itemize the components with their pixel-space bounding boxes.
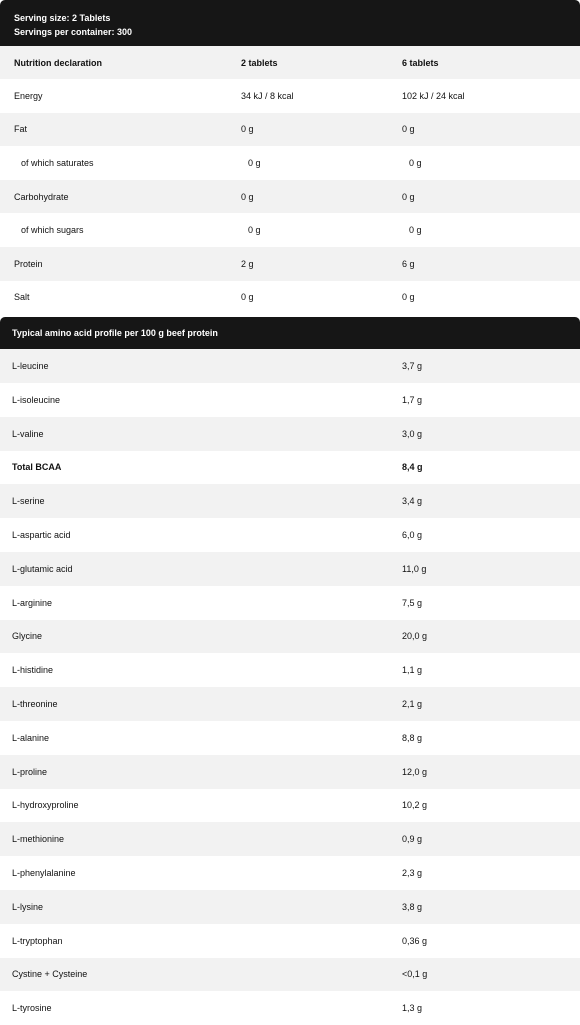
- table-row: [0, 113, 580, 147]
- table-row: [0, 620, 580, 654]
- amino-value: 11,0 g: [402, 563, 427, 574]
- table-row: [0, 890, 580, 924]
- amino-value: 3,7 g: [402, 361, 423, 372]
- amino-value: 2,3 g: [402, 868, 423, 878]
- table-row: [0, 687, 580, 721]
- table-row-total-bcaa: [0, 451, 580, 485]
- table-row: [0, 518, 580, 552]
- amino-profile-title: Typical amino acid profile per 100 g beef protein: [12, 328, 218, 339]
- nutrition-header-row: [0, 46, 580, 79]
- amino-name: L-leucine: [12, 361, 49, 372]
- nutrient-value-2: 0 g: [248, 157, 261, 168]
- amino-name: L-tryptophan: [12, 935, 63, 946]
- amino-value: 7,5 g: [402, 597, 423, 608]
- amino-value: 10,2 g: [402, 800, 428, 811]
- amino-name: Glycine: [12, 631, 43, 642]
- table-row: [0, 958, 580, 992]
- header-2-tablets: 2 tablets: [241, 57, 278, 68]
- nutrient-name: Salt: [14, 292, 30, 303]
- header-6-tablets: 6 tablets: [402, 57, 439, 68]
- nutrient-value-2: 0 g: [241, 124, 254, 135]
- amino-value: 0,9 g: [402, 834, 423, 845]
- nutrition-table: [0, 46, 580, 314]
- servings-per-container: Servings per container: 300: [14, 27, 133, 37]
- amino-profile-header: [0, 317, 580, 349]
- nutrient-value-2: 0 g: [241, 191, 254, 202]
- amino-value: 1,7 g: [402, 394, 423, 405]
- table-row: [0, 721, 580, 755]
- nutrient-value-2: 2 g: [241, 258, 254, 269]
- amino-name: L-valine: [12, 428, 44, 439]
- table-row: [0, 247, 580, 281]
- table-row: [0, 349, 580, 383]
- table-row: [0, 789, 580, 823]
- nutrient-name: Energy: [14, 90, 43, 101]
- amino-name: L-alanine: [12, 732, 50, 743]
- nutrient-value-6: 6 g: [402, 258, 415, 269]
- amino-name: L-isoleucine: [12, 394, 61, 405]
- nutrient-value-6: 0 g: [402, 124, 415, 135]
- serving-header: [0, 0, 580, 46]
- amino-name: Total BCAA: [12, 462, 62, 473]
- table-row: [0, 484, 580, 518]
- amino-value: 3,0 g: [402, 428, 423, 439]
- amino-value: 1,1 g: [402, 665, 423, 676]
- amino-value: <0,1 g: [402, 969, 428, 980]
- amino-name: L-tyrosine: [12, 1003, 52, 1014]
- amino-name: L-histidine: [12, 665, 54, 676]
- nutrient-name: of which sugars: [21, 225, 84, 236]
- nutrient-value-6: 0 g: [409, 157, 422, 168]
- table-row: [0, 417, 580, 451]
- nutrient-value-2: 0 g: [248, 225, 261, 236]
- table-row: [0, 856, 580, 890]
- amino-value: 12,0 g: [402, 766, 428, 777]
- nutrient-value-2: 34 kJ / 8 kcal: [241, 90, 294, 101]
- amino-name: L-proline: [12, 766, 48, 777]
- amino-name: L-glutamic acid: [12, 563, 73, 574]
- table-row: [0, 79, 580, 113]
- amino-value: 8,4 g: [402, 462, 423, 473]
- table-row: [0, 991, 580, 1025]
- amino-name: L-lysine: [12, 901, 44, 912]
- nutrient-value-6: 102 kJ / 24 kcal: [402, 90, 465, 101]
- table-row: [0, 281, 580, 315]
- amino-name: Cystine + Cysteine: [12, 969, 88, 980]
- amino-acid-table: [0, 349, 580, 1025]
- table-row: [0, 924, 580, 958]
- amino-value: 8,8 g: [402, 732, 423, 743]
- nutrient-value-2: 0 g: [241, 292, 254, 303]
- amino-name: L-arginine: [12, 597, 53, 608]
- table-row: [0, 822, 580, 856]
- nutrient-name: Fat: [14, 124, 28, 135]
- table-row: [0, 552, 580, 586]
- amino-name: L-threonine: [12, 699, 58, 710]
- nutrient-name: of which saturates: [21, 157, 94, 168]
- nutrient-value-6: 0 g: [402, 292, 415, 303]
- nutrient-name: Protein: [14, 258, 43, 269]
- table-row: [0, 653, 580, 687]
- amino-name: L-hydroxyproline: [12, 800, 79, 811]
- nutrient-value-6: 0 g: [402, 191, 415, 202]
- table-row: [0, 180, 580, 214]
- nutrient-name: Carbohydrate: [14, 191, 69, 202]
- amino-value: 0,36 g: [402, 935, 428, 946]
- table-row: [0, 755, 580, 789]
- amino-name: L-aspartic acid: [12, 530, 71, 541]
- table-row: [0, 586, 580, 620]
- serving-size: Serving size: 2 Tablets: [14, 13, 111, 23]
- nutrient-value-6: 0 g: [409, 225, 422, 236]
- table-row: [0, 213, 580, 247]
- amino-value: 20,0 g: [402, 631, 428, 642]
- amino-value: 1,3 g: [402, 1003, 423, 1014]
- amino-value: 3,4 g: [402, 496, 423, 507]
- table-row: [0, 383, 580, 417]
- header-declaration: Nutrition declaration: [14, 57, 103, 68]
- amino-name: L-methionine: [12, 834, 65, 845]
- amino-value: 6,0 g: [402, 530, 423, 541]
- amino-value: 3,8 g: [402, 901, 423, 912]
- amino-value: 2,1 g: [402, 699, 423, 710]
- table-row: [0, 146, 580, 180]
- amino-name: L-phenylalanine: [12, 868, 76, 878]
- amino-name: L-serine: [12, 496, 45, 507]
